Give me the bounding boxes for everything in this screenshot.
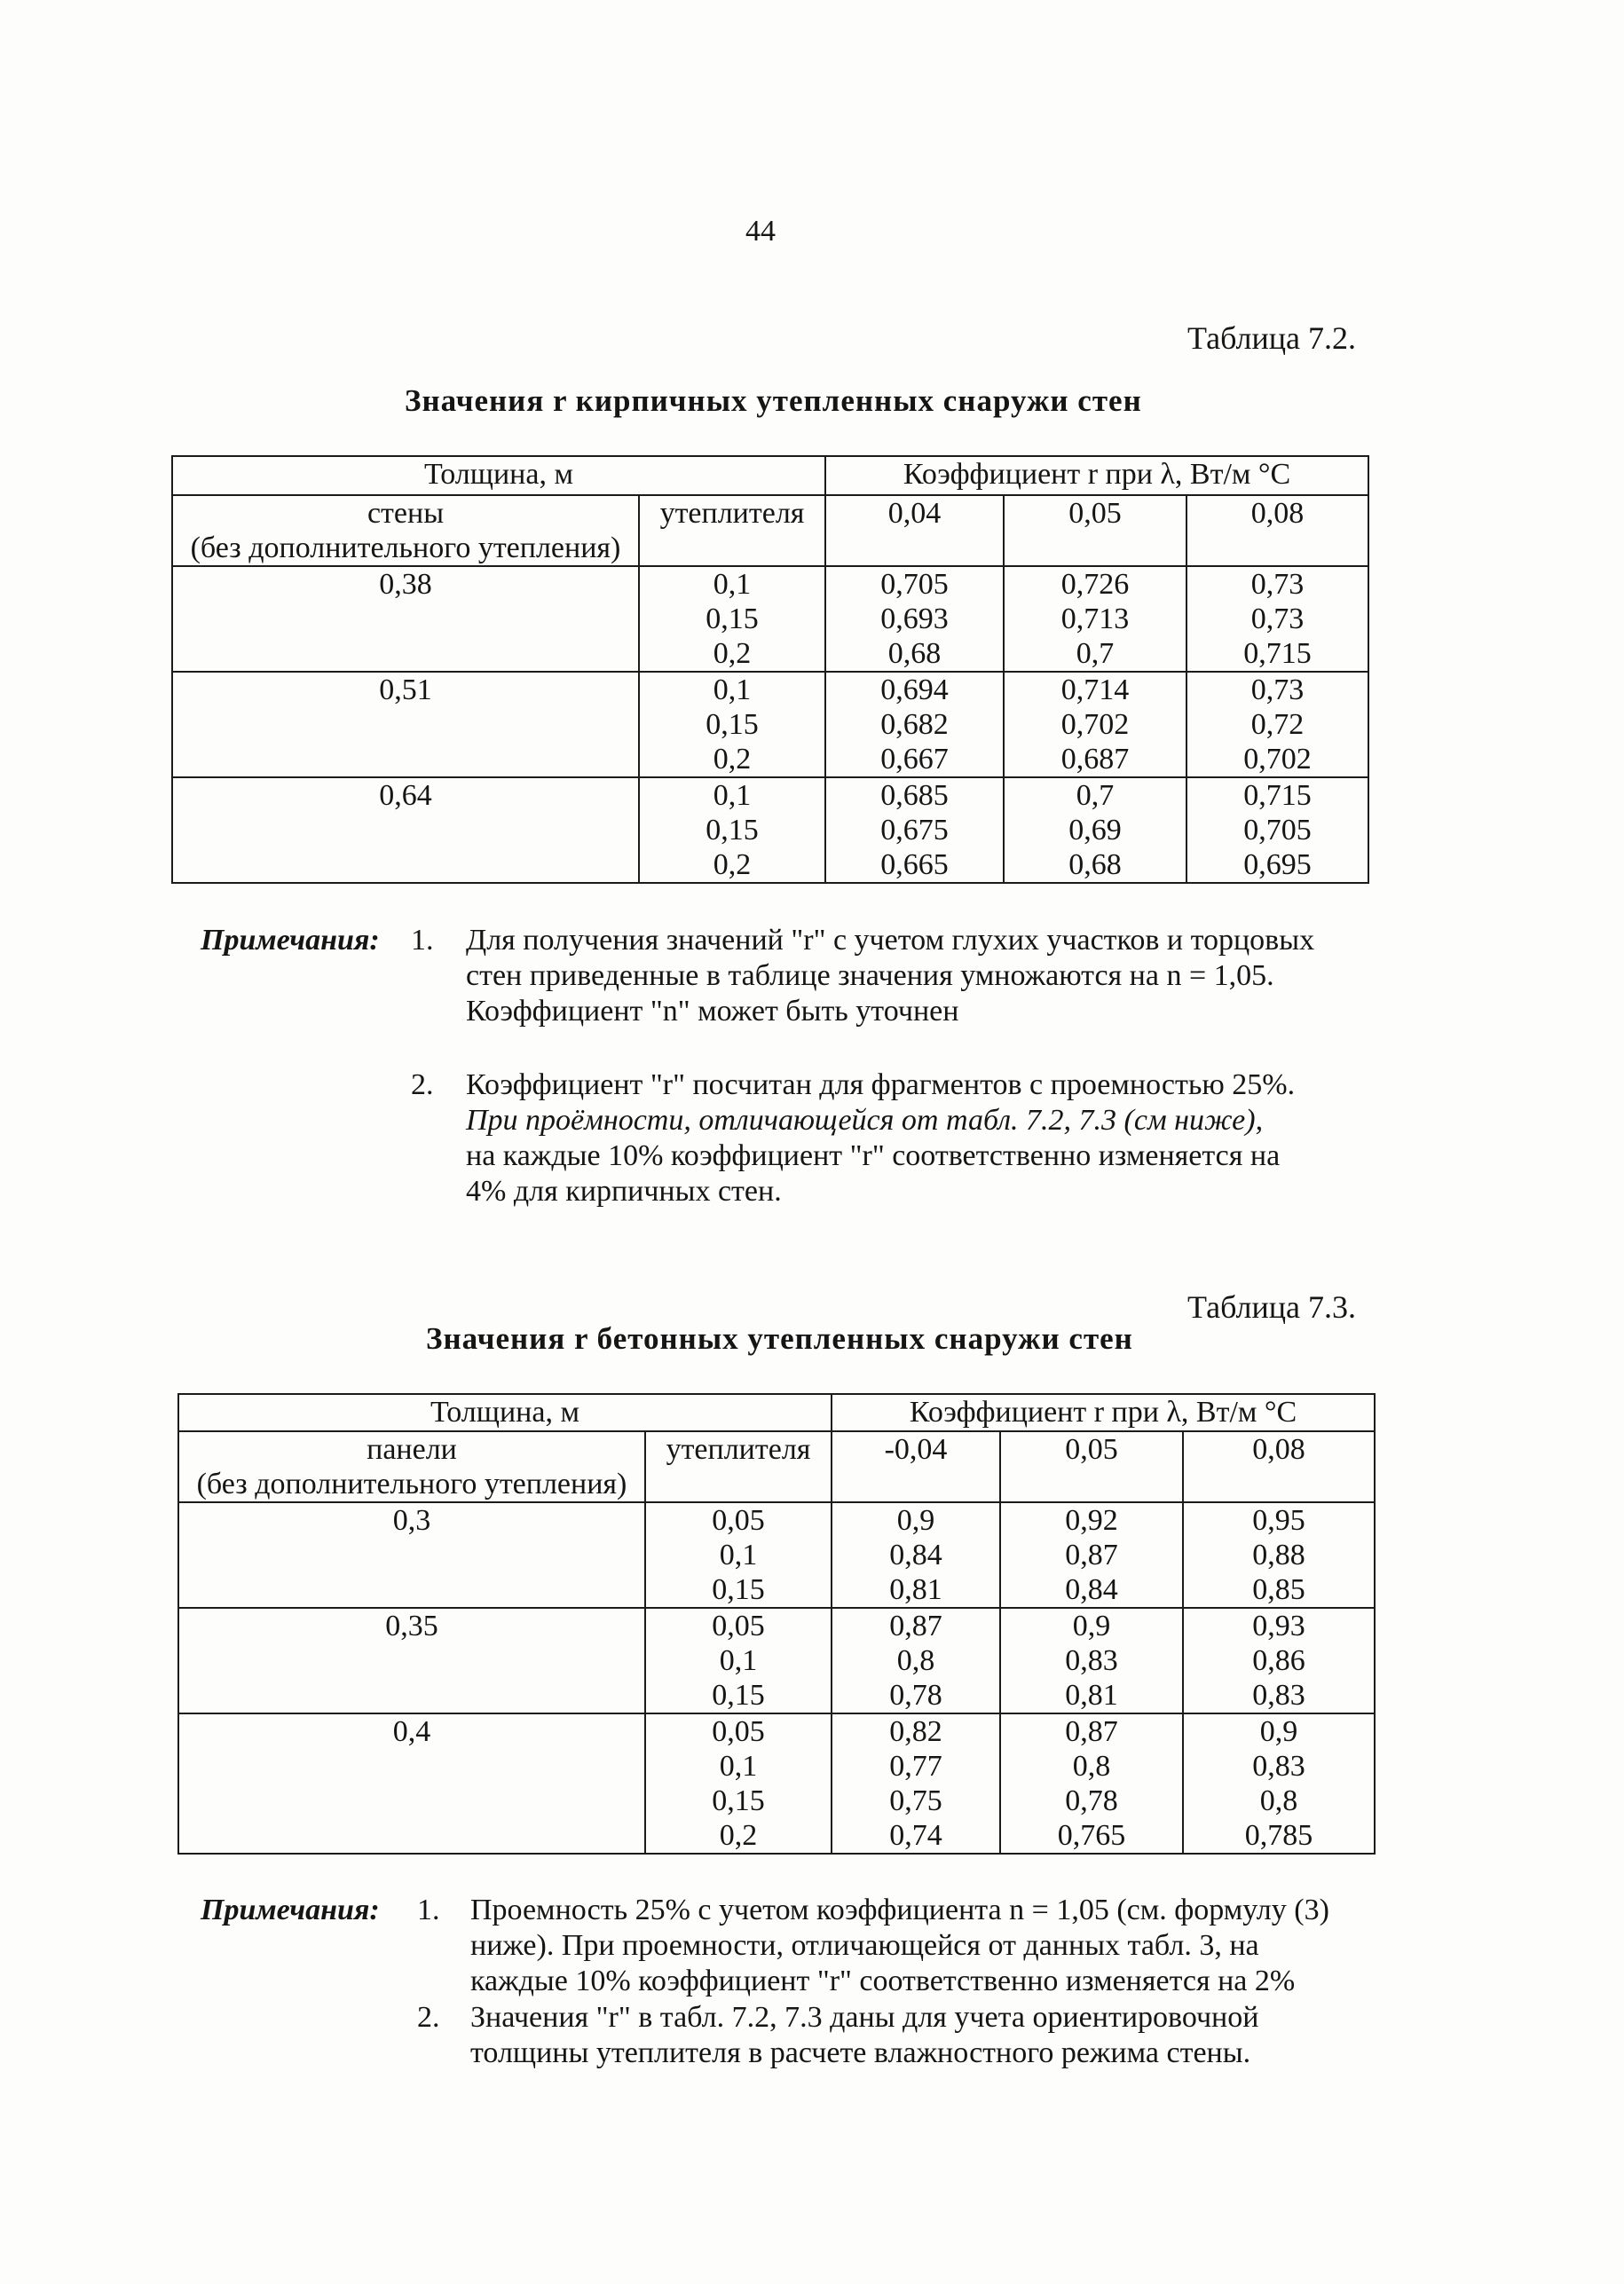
- header-insulation: утеплителя: [645, 1431, 832, 1502]
- coef-lambda-2-cell: [1004, 672, 1186, 777]
- cell-value: 0,9: [896, 1504, 935, 1537]
- header-thickness: Толщина, м: [172, 456, 825, 495]
- cell-value: 0,667: [880, 743, 949, 776]
- cell-value: 0,695: [1243, 848, 1312, 881]
- cell-value: 0,05: [712, 1715, 765, 1748]
- cell-value: 0,665: [880, 848, 949, 881]
- cell-value: 0,715: [1243, 637, 1312, 670]
- cell-value: 0,765: [1057, 1819, 1126, 1852]
- cell-value: 0,92: [1065, 1504, 1118, 1537]
- insulation-cell: [639, 777, 825, 883]
- table-row-group: [172, 777, 1368, 883]
- header-lambda-2: 0,05: [1000, 1431, 1183, 1502]
- wall-thickness-value: 0,35: [385, 1610, 438, 1642]
- table1: [171, 455, 1369, 884]
- cell-value: 0,87: [1065, 1715, 1118, 1748]
- coef-lambda-1-cell: [832, 1502, 1000, 1608]
- wall-thickness-cell: [172, 777, 639, 883]
- cell-value: 0,687: [1060, 743, 1130, 776]
- cell-value: 0,15: [706, 603, 759, 635]
- cell-value: 0,1: [719, 1644, 758, 1677]
- cell-value: 0,702: [1243, 743, 1312, 776]
- table-row-group: [178, 1713, 1375, 1854]
- cell-value: 0,726: [1060, 568, 1130, 601]
- header-lambda-2: 0,05: [1004, 495, 1186, 566]
- insulation-cell: [639, 566, 825, 672]
- cell-value: 0,72: [1250, 708, 1305, 741]
- coef-lambda-1-cell: [832, 1713, 1000, 1854]
- wall-thickness-cell: [178, 1502, 645, 1608]
- cell-value: 0,9: [1072, 1610, 1111, 1642]
- cell-value: 0,15: [706, 814, 759, 847]
- cell-value: 0,15: [712, 1784, 765, 1817]
- insulation-cell: [645, 1713, 832, 1854]
- cell-value: 0,77: [889, 1750, 942, 1783]
- cell-value: 0,8: [1072, 1750, 1111, 1783]
- insulation-cell: [639, 672, 825, 777]
- cell-value: 0,785: [1244, 1819, 1313, 1852]
- wall-thickness-value: 0,38: [379, 568, 432, 601]
- table2-label: Таблица 7.3.: [1187, 1289, 1356, 1325]
- cell-value: 0,83: [1065, 1644, 1118, 1677]
- table-row-group: [178, 1502, 1375, 1608]
- cell-value: 0,81: [889, 1573, 942, 1606]
- header-wall: панели (без дополнительного утепления): [178, 1431, 645, 1502]
- page-number: 44: [745, 215, 776, 248]
- table2: [177, 1393, 1376, 1855]
- table1-title: Значения r кирпичных утепленных снаружи стен: [405, 383, 1142, 418]
- cell-value: 0,73: [1250, 673, 1305, 706]
- cell-value: 0,81: [1065, 1679, 1118, 1712]
- table1-notes-label: Примечания:: [201, 924, 380, 957]
- cell-value: 0,694: [880, 673, 949, 706]
- wall-thickness-value: 0,64: [379, 779, 432, 812]
- table-row-group: [172, 672, 1368, 777]
- cell-value: 0,83: [1252, 1679, 1305, 1712]
- cell-value: 0,7: [1076, 637, 1115, 670]
- cell-value: 0,15: [712, 1573, 765, 1606]
- cell-value: 0,675: [880, 814, 949, 847]
- coef-lambda-3-cell: [1183, 1713, 1375, 1854]
- cell-value: 0,705: [1243, 814, 1312, 847]
- wall-thickness-cell: [178, 1608, 645, 1713]
- cell-value: 0,8: [896, 1644, 935, 1677]
- table-row-group: [178, 1608, 1375, 1713]
- cell-value: 0,2: [719, 1819, 758, 1852]
- coef-lambda-3-cell: [1186, 777, 1368, 883]
- cell-value: 0,84: [889, 1539, 942, 1571]
- cell-value: 0,75: [889, 1784, 942, 1817]
- coef-lambda-2-cell: [1000, 1502, 1183, 1608]
- wall-thickness-cell: [172, 672, 639, 777]
- header-lambda-3: 0,08: [1183, 1431, 1375, 1502]
- wall-thickness-value: 0,4: [392, 1715, 431, 1748]
- cell-value: 0,73: [1250, 603, 1305, 635]
- wall-thickness-cell: [172, 566, 639, 672]
- coef-lambda-1-cell: [832, 1608, 1000, 1713]
- table2-note-2-number: 2.: [417, 2001, 440, 2034]
- header-insulation: утеплителя: [639, 495, 825, 566]
- header-lambda-1: 0,04: [825, 495, 1004, 566]
- cell-value: 0,15: [712, 1679, 765, 1712]
- header-thickness: Толщина, м: [178, 1394, 832, 1431]
- table2-title: Значения r бетонных утепленных снаружи стен: [426, 1321, 1133, 1356]
- coef-lambda-1-cell: [825, 777, 1004, 883]
- insulation-cell: [645, 1608, 832, 1713]
- cell-value: 0,73: [1250, 568, 1305, 601]
- cell-value: 0,685: [880, 779, 949, 812]
- cell-value: 0,82: [889, 1715, 942, 1748]
- cell-value: 0,1: [713, 568, 752, 601]
- cell-value: 0,714: [1060, 673, 1130, 706]
- table1-note-2: Коэффициент "r" посчитан для фрагментов с проемностью 25%. При проёмности, отличающейся от табл. 7.2, 7.3 (см ниже), на каждые 10% коэффициент "r" соответственно изменяется на 4% для кирпичных стен.: [466, 1068, 1296, 1208]
- cell-value: 0,93: [1252, 1610, 1305, 1642]
- cell-value: 0,78: [1065, 1784, 1118, 1817]
- header-coefficient: Коэффициент r при λ, Вт/м °С: [832, 1394, 1375, 1431]
- header-coefficient: Коэффициент r при λ, Вт/м °С: [825, 456, 1368, 495]
- cell-value: 0,1: [713, 779, 752, 812]
- coef-lambda-2-cell: [1004, 566, 1186, 672]
- wall-thickness-value: 0,51: [379, 673, 432, 706]
- header-lambda-1: -0,04: [832, 1431, 1000, 1502]
- coef-lambda-3-cell: [1183, 1608, 1375, 1713]
- insulation-cell: [645, 1502, 832, 1608]
- table1-note-1: Для получения значений "r" с учетом глухих участков и торцовых стен приведенные в таблице значения умножаются на n = 1,05. Коэффициент "n" может быть уточнен: [466, 924, 1315, 1028]
- cell-value: 0,713: [1060, 603, 1130, 635]
- table2-note-2: Значения "r" в табл. 7.2, 7.3 даны для учета ориентировочной толщины утеплителя в расчете влажностного режима стены.: [470, 2001, 1259, 2069]
- table2-note-1-number: 1.: [417, 1894, 440, 1926]
- coef-lambda-2-cell: [1000, 1713, 1183, 1854]
- wall-thickness-cell: [178, 1713, 645, 1854]
- table2-note-1: Проемность 25% с учетом коэффициента n = 1,05 (см. формулу (3) ниже). При проемности, отличающейся от данных табл. 3, на каждые 10% коэффициент "r" соответственно изменяется на 2%: [470, 1894, 1329, 1997]
- cell-value: 0,682: [880, 708, 949, 741]
- table1-note-2-number: 2.: [411, 1068, 434, 1101]
- coef-lambda-3-cell: [1186, 566, 1368, 672]
- cell-value: 0,702: [1060, 708, 1130, 741]
- cell-value: 0,05: [712, 1610, 765, 1642]
- cell-value: 0,68: [887, 637, 942, 670]
- cell-value: 0,83: [1252, 1750, 1305, 1783]
- cell-value: 0,88: [1252, 1539, 1305, 1571]
- cell-value: 0,693: [880, 603, 949, 635]
- cell-value: 0,7: [1076, 779, 1115, 812]
- header-lambda-3: 0,08: [1186, 495, 1368, 566]
- cell-value: 0,1: [713, 673, 752, 706]
- cell-value: 0,1: [719, 1539, 758, 1571]
- cell-value: 0,86: [1252, 1644, 1305, 1677]
- table-row-group: [172, 566, 1368, 672]
- cell-value: 0,85: [1252, 1573, 1305, 1606]
- cell-value: 0,8: [1259, 1784, 1298, 1817]
- cell-value: 0,74: [889, 1819, 942, 1852]
- coef-lambda-1-cell: [825, 566, 1004, 672]
- cell-value: 0,87: [889, 1610, 942, 1642]
- cell-value: 0,715: [1243, 779, 1312, 812]
- cell-value: 0,705: [880, 568, 949, 601]
- cell-value: 0,15: [706, 708, 759, 741]
- table1-note-1-number: 1.: [411, 924, 434, 957]
- coef-lambda-3-cell: [1186, 672, 1368, 777]
- table1-label: Таблица 7.2.: [1187, 320, 1356, 356]
- coef-lambda-3-cell: [1183, 1502, 1375, 1608]
- cell-value: 0,68: [1068, 848, 1122, 881]
- wall-thickness-value: 0,3: [392, 1504, 431, 1537]
- cell-value: 0,69: [1068, 814, 1122, 847]
- table2-notes-label: Примечания:: [201, 1894, 380, 1926]
- cell-value: 0,78: [889, 1679, 942, 1712]
- cell-value: 0,2: [713, 848, 752, 881]
- cell-value: 0,05: [712, 1504, 765, 1537]
- cell-value: 0,84: [1065, 1573, 1118, 1606]
- cell-value: 0,2: [713, 743, 752, 776]
- coef-lambda-2-cell: [1000, 1608, 1183, 1713]
- cell-value: 0,1: [719, 1750, 758, 1783]
- cell-value: 0,2: [713, 637, 752, 670]
- cell-value: 0,95: [1252, 1504, 1305, 1537]
- header-wall: стены (без дополнительного утепления): [172, 495, 639, 566]
- cell-value: 0,87: [1065, 1539, 1118, 1571]
- cell-value: 0,9: [1259, 1715, 1298, 1748]
- coef-lambda-1-cell: [825, 672, 1004, 777]
- coef-lambda-2-cell: [1004, 777, 1186, 883]
